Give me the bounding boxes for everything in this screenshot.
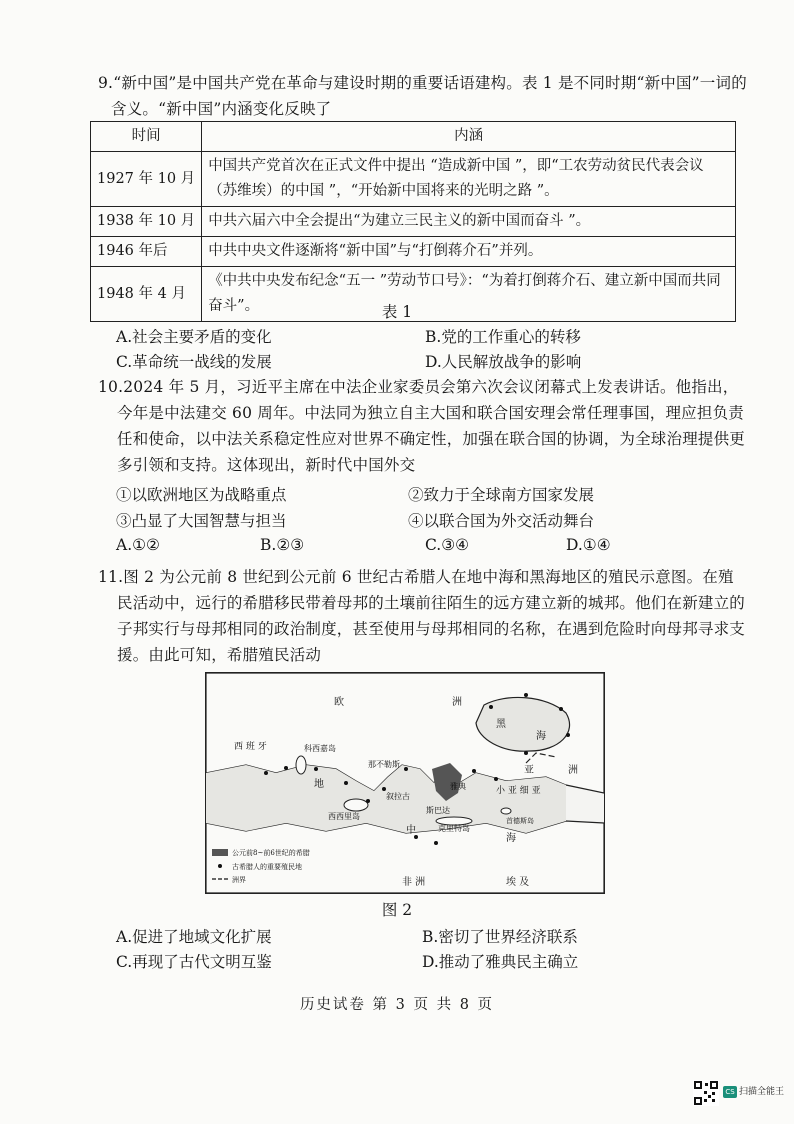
table-cell-content: 《中共中央发布纪念“五一 ”劳动节口号》：“为着打倒蒋介石、建立新中国而共同奋斗”。: [202, 267, 736, 322]
legend-label-colony: 古希腊人的重要殖民地: [232, 863, 302, 871]
q11-option-a[interactable]: A.促进了地域文化扩展: [116, 928, 272, 946]
table-row: [91, 207, 736, 237]
q9-option-d[interactable]: D.人民解放战争的影响: [425, 353, 582, 371]
colony-dot: [314, 767, 318, 771]
qr-code-icon: [693, 1080, 719, 1106]
table-cell-time: 1946 年后: [91, 237, 202, 267]
corsica-island: [296, 756, 306, 774]
scanner-watermark: [693, 1078, 783, 1108]
colony-dot: [524, 693, 528, 697]
colony-dot: [559, 707, 563, 711]
map-label-asia-minor: 小 亚 细 亚: [496, 786, 541, 796]
colony-dot: [494, 777, 498, 781]
legend-label-greek: 公元前8~前6世纪的希腊: [232, 849, 310, 857]
table-cell-content: 中国共产党首次在正式文件中提出 “造成新中国 ”，即“工农劳动贫民代表会议（苏维埃）的中国 ”，“开始新中国将来的光明之路 ”。: [202, 152, 736, 207]
colony-dot: [472, 769, 476, 773]
colony-dot: [489, 705, 493, 709]
q9-stem: 9.“新中国”是中国共产党在革命与建设时期的重要话语建构。表 1 是不同时期“新中国”一词的含义。“新中国”内涵变化反映了: [98, 74, 747, 118]
table-cell-content: 中共中央文件逐渐将“新中国”与“打倒蒋介石”并列。: [202, 237, 736, 267]
map-label-africa: 非 洲: [402, 877, 426, 888]
map-label-europe-1: 欧: [334, 697, 344, 708]
q10-option-a[interactable]: A.①②: [116, 536, 160, 554]
map-label-sparta: 斯巴达: [426, 806, 450, 815]
map-label-rhodes: 首德斯岛: [506, 817, 534, 825]
q10-option-d[interactable]: D.①④: [566, 536, 611, 554]
map-label-spain: 西 班 牙: [234, 742, 267, 752]
colony-dot: [264, 771, 268, 775]
colony-dot: [566, 733, 570, 737]
q11-option-b[interactable]: B.密切了世界经济联系: [422, 928, 578, 946]
map-label-syracuse: 叙拉古: [386, 792, 410, 801]
table-cell-time: 1927 年 10 月: [91, 152, 202, 207]
colony-dot: [284, 766, 288, 770]
q10-item-1: ①以欧洲地区为战略重点: [116, 486, 287, 504]
map-label-asia-2: 洲: [568, 765, 578, 776]
map-label-corsica: 科西嘉岛: [304, 744, 336, 753]
camscanner-icon: CS: [723, 1086, 737, 1098]
map-label-crete: 克里特岛: [438, 824, 470, 833]
map-label-black-sea-2: 海: [536, 731, 546, 742]
colony-dot: [524, 751, 528, 755]
legend-label-boundary: 洲界: [232, 876, 246, 884]
map-label-black-sea-1: 黑: [496, 719, 506, 730]
figure-2-caption: 图 2: [381, 901, 413, 919]
table-cell-time: 1938 年 10 月: [91, 207, 202, 237]
colony-dot: [382, 787, 386, 791]
map-svg: [206, 673, 604, 893]
table-cell-time: 1948 年 4 月: [91, 267, 202, 322]
colony-dot: [344, 781, 348, 785]
map-label-zhong: 中: [406, 825, 416, 836]
map-label-hai: 海: [506, 833, 516, 844]
q10-item-4: ④以联合国为外交活动舞台: [408, 512, 595, 530]
q11-option-c[interactable]: C.再现了古代文明互鉴: [116, 953, 272, 971]
q10-stem: 10.2024 年 5 月，习近平主席在中法企业家委员会第六次会议闭幕式上发表讲话。他指出，今年是中法建交 60 周年。中法同为独立自主大国和联合国安理会常任理事国，理应担负责任和使命，以中法关系稳定性应对世界不确定性，加强在联合国的协调，为全球治理提供更多引领和支持。这体现出，新时代中国外交: [98, 378, 746, 474]
table-header-time: 时间: [91, 122, 202, 152]
scanner-app-name: 扫描全能王: [739, 1087, 785, 1097]
table-row: [91, 152, 736, 207]
map-label-athens: 雅典: [450, 782, 466, 791]
table-1-caption: 表 1: [381, 303, 413, 321]
q9-option-b[interactable]: B.党的工作重心的转移: [425, 328, 581, 346]
map-label-europe-2: 洲: [452, 697, 462, 708]
colony-dot: [434, 841, 438, 845]
table-1: [90, 121, 736, 322]
table-header-content: 内涵: [202, 122, 736, 152]
q9-option-a[interactable]: A.社会主要矛盾的变化: [116, 328, 272, 346]
map-label-di: 地: [314, 779, 324, 790]
q11-option-d[interactable]: D.推动了雅典民主确立: [422, 953, 579, 971]
page-footer: 历史试卷 第 3 页 共 8 页: [299, 997, 495, 1013]
q10-option-c[interactable]: C.③④: [425, 536, 470, 554]
q10-item-2: ②致力于全球南方国家发展: [408, 486, 595, 504]
colony-dot: [404, 767, 408, 771]
legend-swatch-greek: [212, 849, 228, 856]
q10-item-3: ③凸显了大国智慧与担当: [116, 512, 287, 530]
colony-dot: [366, 799, 370, 803]
map-label-asia-1: 亚: [524, 765, 534, 776]
q9-option-c[interactable]: C.革命统一战线的发展: [116, 353, 272, 371]
rhodes-island: [501, 808, 511, 814]
table-header-row: [91, 122, 736, 152]
map-label-sicily: 西西里岛: [328, 812, 360, 821]
table-cell-content: 中共六届六中全会提出“为建立三民主义的新中国而奋斗 ”。: [202, 207, 736, 237]
q11-stem: 11.图 2 为公元前 8 世纪到公元前 6 世纪古希腊人在地中海和黑海地区的殖民示意图。在殖民活动中，远行的希腊移民带着母邦的土壤前往陌生的远方建立新的城邦。他们在新建立的子邦实行与母邦相同的政治制度，甚至使用与母邦相同的名称，在遇到危险时向母邦寻求支援。由此可知，希腊殖民活动: [98, 568, 746, 664]
table-row: [91, 237, 736, 267]
q10-option-b[interactable]: B.②③: [260, 536, 305, 554]
legend-swatch-colony: [218, 864, 222, 868]
map-label-egypt: 埃 及: [506, 877, 530, 888]
sicily-island: [344, 799, 368, 811]
map-label-naples: 那不勒斯: [368, 760, 400, 769]
greek-colonization-map: [205, 672, 605, 894]
